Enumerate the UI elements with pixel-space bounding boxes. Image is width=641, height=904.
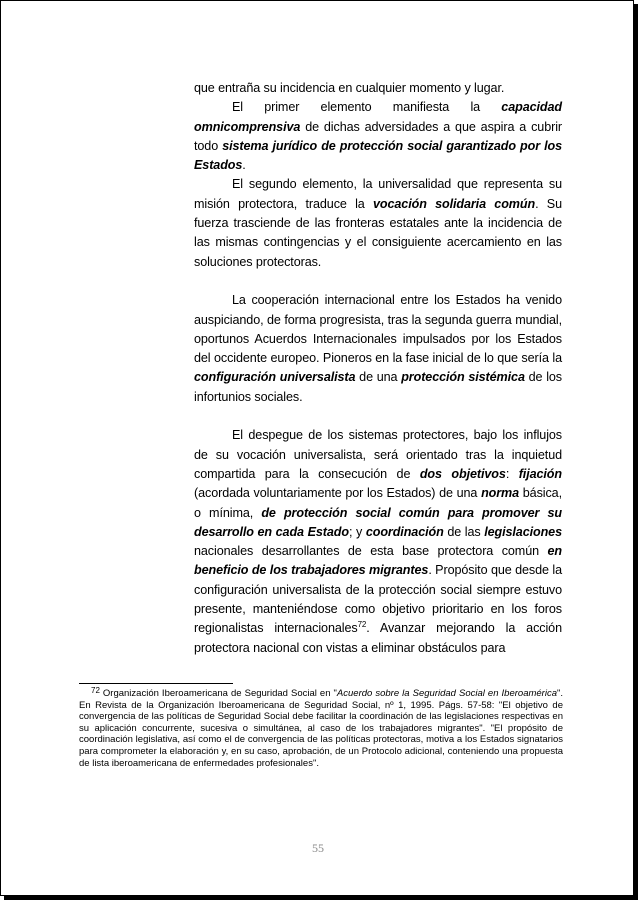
paragraph-5	[194, 426, 562, 658]
footnote-separator	[79, 683, 233, 684]
paragraph-2	[194, 98, 562, 175]
page-number: 55	[312, 841, 324, 855]
footnote-reference: 72	[91, 686, 100, 695]
emphasized-text: sistema jurídico de protección social garantizado por los Estados	[194, 138, 562, 173]
text-run: . Propósito que desde la configuración universalista de la protección social siempre estuvo presente, manteniéndose como objetivo prioritario en los foros regionalistas internacionales	[194, 563, 562, 636]
emphasized-text: capacidad omnicomprensiva	[194, 100, 562, 134]
text-run: que entraña su incidencia en cualquier momento y lugar.	[194, 81, 505, 95]
emphasized-text: legislaciones	[484, 524, 562, 539]
footnote-72	[79, 688, 563, 769]
text-run: El primer elemento manifiesta la	[232, 100, 502, 115]
emphasized-text: configuración universalista	[194, 370, 356, 385]
text-run: ; y	[348, 524, 366, 539]
paragraph-3	[194, 175, 562, 271]
text-run: ". En Revista de la Organización Iberoamericana de Seguridad Social, nº 1, 1995. Págs. 57-58: "El objetivo de convergencia de las políticas de Seguridad Social debe facilitar la coordinación de las legislaciones respectivas en su aplicación concurrente, sucesiva o simultánea, al caso de los trabajadores migrantes". "El propósito de coordinación legislativa, así como el de convergencia de las políticas protectoras, motiva a los Estados signatarios para comprometer la elaboración y, en su caso, aprobación, de un Protocolo adicional, conteniendo una propuesta de lista iberoamericana de enfermedades profesionales".	[79, 688, 564, 769]
text-run: La cooperación internacional entre los Estados ha venido auspiciando, de forma progresista, tras la segunda guerra mundial, oportunos Acuerdos Internacionales impulsados por los Estados del occidente europeo. Pioneros en la fase inicial de lo que sería la	[194, 293, 562, 366]
text-run: de las	[443, 524, 485, 539]
emphasized-text: en beneficio de los trabajadores migrantes	[194, 544, 562, 578]
text-run: . Su fuerza trasciende de las fronteras estatales ante la incidencia de las mismas contingencias y el consiguiente acercamiento en las soluciones protectoras.	[194, 196, 562, 269]
text-run: básica, o mínima,	[194, 486, 562, 520]
text-run: :	[505, 466, 519, 481]
paragraph-4	[194, 291, 562, 407]
footnote	[79, 688, 563, 769]
italic-text: Acuerdo sobre la Seguridad Social en Iberoamérica	[336, 688, 557, 699]
emphasized-text: dos objetivos	[419, 466, 506, 481]
text-run: de dichas adversidades a que aspira a cubrir todo	[194, 119, 562, 153]
emphasized-text: norma	[481, 486, 520, 501]
text-run: de los infortunios sociales.	[194, 370, 562, 404]
text-run: Organización Iberoamericana de Seguridad Social en "	[102, 688, 337, 699]
paragraph-1	[194, 79, 562, 98]
text-run: de una	[355, 370, 402, 385]
text-run: El despegue de los sistemas protectores, bajo los influjos de su vocación universalista, será orientado tras la inquietud compartida para la consecución de	[194, 428, 562, 481]
footnote-reference: 72	[357, 620, 367, 630]
text-run: .	[242, 158, 246, 173]
text-run: . Avanzar mejorando la acción protectora nacional con vistas a eliminar obstáculos para	[194, 621, 562, 655]
emphasized-text: coordinación	[365, 524, 444, 539]
emphasized-text: protección sistémica	[401, 370, 525, 385]
text-run: El segundo elemento, la universalidad que representa su misión protectora, traduce la	[194, 177, 562, 211]
emphasized-text: fijación	[518, 466, 562, 481]
emphasized-text: de protección social común para promover su desarrollo en cada Estado	[194, 505, 562, 539]
text-run: (acordada voluntariamente por los Estados) de una	[194, 486, 482, 501]
body-text	[194, 79, 562, 658]
text-run: nacionales desarrollantes de esta base protectora común	[194, 544, 548, 559]
emphasized-text: vocación solidaria común	[373, 196, 536, 211]
